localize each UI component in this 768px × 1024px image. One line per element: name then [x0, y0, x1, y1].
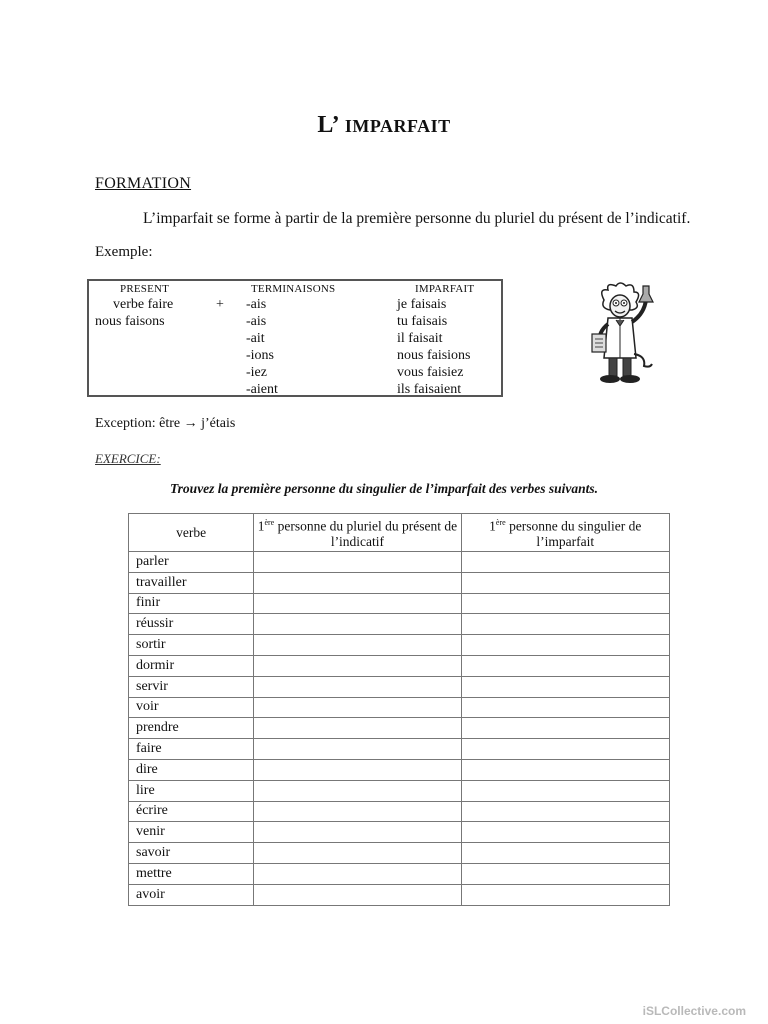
verb-cell: écrire — [129, 801, 254, 822]
table-row — [129, 572, 670, 593]
imparfait-answer-cell[interactable] — [461, 759, 669, 780]
table-row — [129, 822, 670, 843]
example-label: Exemple: — [95, 244, 153, 260]
table-row — [129, 884, 670, 905]
present-answer-cell[interactable] — [254, 863, 461, 884]
verb-cell: travailler — [129, 572, 254, 593]
header-verbe: verbe — [129, 514, 254, 552]
verb-cell: venir — [129, 822, 254, 843]
verb-cell: lire — [129, 780, 254, 801]
formation-explanation: L’imparfait se forme à partir de la première personne du pluriel du présent de l’indicatif. — [143, 210, 691, 227]
exercise-instruction: Trouvez la première personne du singulier de l’imparfait des verbes suivants. — [169, 481, 599, 496]
example-header-endings: TERMINAISONS — [251, 283, 336, 295]
table-row — [129, 635, 670, 656]
ending-5: -iez — [246, 365, 267, 380]
header-present-superscript: ère — [264, 517, 275, 527]
table-row — [129, 739, 670, 760]
example-present-verb: verbe faire — [113, 297, 174, 312]
header-present-text: personne du pluriel du présent de l’indicatif — [277, 518, 458, 550]
example-header-imparfait: IMPARFAIT — [415, 283, 475, 295]
table-header-row — [129, 514, 670, 552]
imparfait-answer-cell[interactable] — [461, 801, 669, 822]
verb-cell: dire — [129, 759, 254, 780]
imparfait-answer-cell[interactable] — [461, 863, 669, 884]
imparfait-answer-cell[interactable] — [461, 697, 669, 718]
imparfait-form-1: je faisais — [397, 297, 447, 312]
ending-2: -ais — [246, 314, 267, 329]
imparfait-form-2: tu faisais — [397, 314, 448, 329]
imparfait-form-5: vous faisiez — [397, 365, 464, 380]
present-answer-cell[interactable] — [254, 572, 461, 593]
title-word: IMPARFAIT — [344, 116, 451, 136]
imparfait-answer-cell[interactable] — [461, 718, 669, 739]
present-answer-cell[interactable] — [254, 718, 461, 739]
present-answer-cell[interactable] — [254, 759, 461, 780]
table-row — [129, 676, 670, 697]
imparfait-answer-cell[interactable] — [461, 655, 669, 676]
table-row — [129, 718, 670, 739]
table-row — [129, 655, 670, 676]
ending-1: -ais — [246, 297, 267, 312]
imparfait-answer-cell[interactable] — [461, 739, 669, 760]
present-answer-cell[interactable] — [254, 635, 461, 656]
table-row — [129, 801, 670, 822]
present-answer-cell[interactable] — [254, 593, 461, 614]
exercise-table — [128, 513, 670, 906]
exception-note: Exception: être → j’étais — [95, 416, 236, 431]
verb-cell: réussir — [129, 614, 254, 635]
verb-cell: sortir — [129, 635, 254, 656]
example-header-present: PRESENT — [120, 283, 170, 295]
present-answer-cell[interactable] — [254, 655, 461, 676]
present-answer-cell[interactable] — [254, 697, 461, 718]
imparfait-form-6: ils faisaient — [397, 382, 462, 397]
header-present-plural — [254, 514, 461, 552]
verb-cell: prendre — [129, 718, 254, 739]
present-answer-cell[interactable] — [254, 780, 461, 801]
imparfait-form-4: nous faisions — [397, 348, 471, 363]
imparfait-answer-cell[interactable] — [461, 635, 669, 656]
table-row — [129, 593, 670, 614]
present-answer-cell[interactable] — [254, 614, 461, 635]
verb-cell: faire — [129, 739, 254, 760]
table-row — [129, 552, 670, 573]
imparfait-answer-cell[interactable] — [461, 780, 669, 801]
present-answer-cell[interactable] — [254, 884, 461, 905]
table-row — [129, 843, 670, 864]
present-answer-cell[interactable] — [254, 843, 461, 864]
header-imparfait-singular — [461, 514, 669, 552]
present-answer-cell[interactable] — [254, 739, 461, 760]
present-answer-cell[interactable] — [254, 676, 461, 697]
verb-cell: dormir — [129, 655, 254, 676]
present-answer-cell[interactable] — [254, 552, 461, 573]
imparfait-answer-cell[interactable] — [461, 614, 669, 635]
formation-heading: FORMATION — [95, 175, 192, 192]
header-present-number: 1 — [257, 518, 265, 534]
exercise-heading: EXERCICE: — [95, 451, 161, 466]
imparfait-answer-cell[interactable] — [461, 843, 669, 864]
imparfait-answer-cell[interactable] — [461, 884, 669, 905]
example-box — [87, 279, 503, 397]
table-row — [129, 780, 670, 801]
watermark-footer: iSLCollective.com — [642, 1004, 746, 1018]
imparfait-answer-cell[interactable] — [461, 822, 669, 843]
example-plus-sign: + — [216, 297, 224, 312]
verb-cell: voir — [129, 697, 254, 718]
table-row — [129, 614, 670, 635]
verb-cell: servir — [129, 676, 254, 697]
present-answer-cell[interactable] — [254, 822, 461, 843]
table-row — [129, 697, 670, 718]
imparfait-form-3: il faisait — [397, 331, 443, 346]
header-imparfait-superscript: ère — [495, 517, 506, 527]
imparfait-answer-cell[interactable] — [461, 676, 669, 697]
verb-cell: parler — [129, 552, 254, 573]
verb-cell: avoir — [129, 884, 254, 905]
present-answer-cell[interactable] — [254, 801, 461, 822]
page-title — [0, 112, 768, 139]
ending-3: -ait — [246, 331, 265, 346]
ending-6: -aient — [246, 382, 278, 397]
header-imparfait-number: 1 — [489, 518, 496, 534]
professor-clipart-icon — [590, 280, 660, 386]
imparfait-answer-cell[interactable] — [461, 552, 669, 573]
imparfait-answer-cell[interactable] — [461, 593, 669, 614]
title-article: L’ — [317, 112, 339, 138]
header-imparfait-text: personne du singulier de l’imparfait — [509, 518, 642, 550]
verb-cell: savoir — [129, 843, 254, 864]
example-present-form: nous faisons — [95, 314, 165, 329]
table-row — [129, 759, 670, 780]
verb-cell: mettre — [129, 863, 254, 884]
ending-4: -ions — [246, 348, 274, 363]
verb-cell: finir — [129, 593, 254, 614]
imparfait-answer-cell[interactable] — [461, 572, 669, 593]
table-row — [129, 863, 670, 884]
